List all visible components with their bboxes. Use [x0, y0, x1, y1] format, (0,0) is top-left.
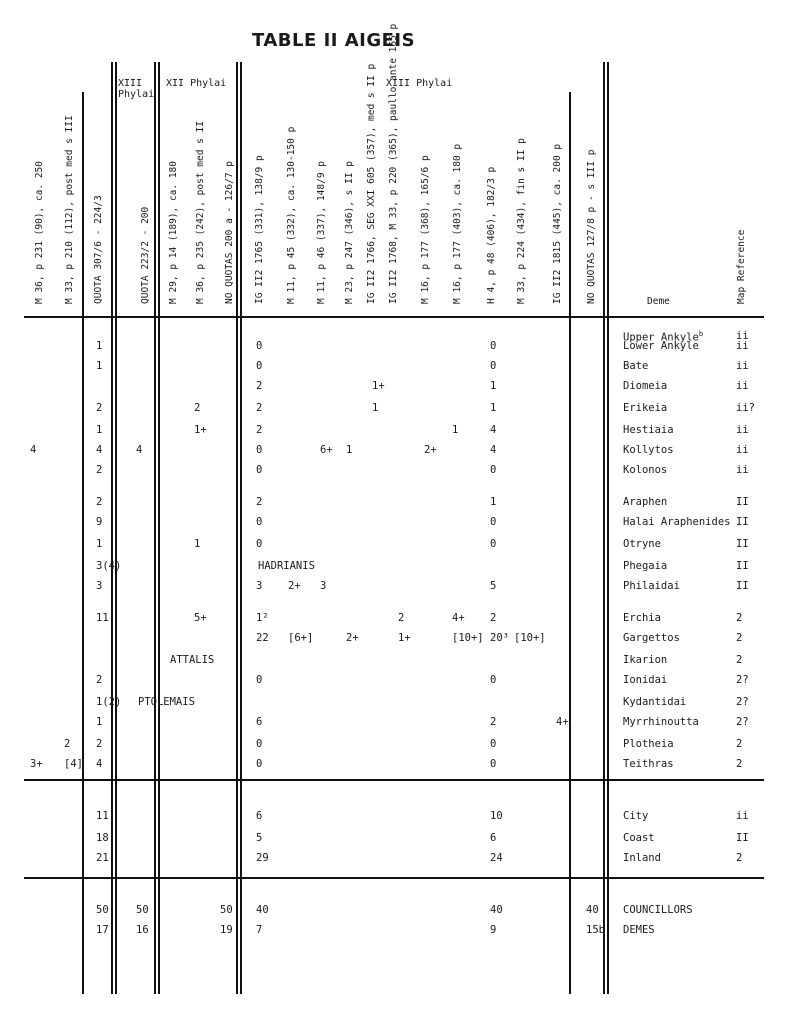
map-reference: ii: [736, 380, 749, 392]
map-reference: 2: [736, 612, 743, 624]
deme-name: Kydantidai: [623, 696, 687, 708]
map-reference: ii: [736, 360, 749, 372]
table-cell: 4: [490, 424, 497, 436]
table-cell: 5+: [194, 612, 207, 624]
table-cell: 2: [256, 424, 263, 436]
table-cell: [6+]: [288, 632, 314, 644]
table-cell: 2: [398, 612, 405, 624]
column-header-12: IG II2 1766, SEG XXI 605 (357), med s II p: [366, 63, 377, 304]
table-cell: 10: [490, 810, 503, 822]
table-cell: 0: [256, 758, 263, 770]
rule-v2: [111, 62, 113, 994]
rule-v3: [154, 62, 156, 994]
table-cell: 1: [490, 402, 497, 414]
rule-h2: [24, 779, 764, 781]
column-header-3: QUOTA 307/6 - 224/3: [93, 195, 104, 304]
label-ptolemais: PTOLEMAIS: [138, 696, 195, 708]
table-cell: 1: [490, 496, 497, 508]
table-cell: 21: [96, 852, 109, 864]
table-cell: 18: [96, 832, 109, 844]
map-reference: 2: [736, 738, 743, 750]
deme-name: Philaidai: [623, 580, 680, 592]
table-cell: 0: [256, 360, 263, 372]
map-reference: II: [736, 580, 749, 592]
map-reference: 2: [736, 654, 743, 666]
deme-name: Araphen: [623, 496, 668, 508]
table-cell: 1: [96, 360, 103, 372]
deme-name: City: [623, 810, 649, 822]
column-header-4: QUOTA 223/2 - 200: [140, 206, 151, 304]
table-cell-left: 2: [64, 738, 71, 750]
table-cell: 3: [256, 580, 263, 592]
table-cell: 4: [96, 758, 103, 770]
deme-name: Teithras: [623, 758, 674, 770]
map-reference: 2: [736, 632, 743, 644]
deme-footnote: b: [698, 330, 704, 338]
column-header-11: M 23, p 247 (346), s II p: [344, 161, 355, 304]
table-cell: 0: [256, 444, 263, 456]
table-cell-left: 4: [30, 444, 37, 456]
table-cell: 1+: [194, 424, 207, 436]
column-header-16: H 4, p 48 (406), 182/3 p: [486, 166, 497, 304]
rule-v6: [603, 62, 605, 994]
table-cell: 9: [96, 516, 103, 528]
table-cell: 6+: [320, 444, 333, 456]
table-cell: 6: [256, 810, 263, 822]
rule-v6b: [607, 62, 609, 994]
table-cell: 1(2): [96, 696, 122, 708]
deme-name: Phegaia: [623, 560, 668, 572]
rule-v5: [569, 92, 571, 994]
table-cell: 5: [490, 580, 497, 592]
table-cell: 16: [136, 924, 149, 936]
table-cell: 0: [256, 674, 263, 686]
table-cell: 5: [256, 832, 263, 844]
column-header-7: NO QUOTAS 200 a - 126/7 p: [224, 161, 235, 304]
table-cell: 0: [256, 538, 263, 550]
rule-v3b: [158, 62, 160, 994]
table-cell: 2: [256, 496, 263, 508]
table-cell: 4: [490, 444, 497, 456]
rule-v1: [82, 92, 84, 994]
deme-name: COUNCILLORS: [623, 904, 693, 916]
table-cell: 2+: [346, 632, 359, 644]
deme-name: Kollytos: [623, 444, 674, 456]
table-cell: 11: [96, 810, 109, 822]
table-cell: 1: [490, 380, 497, 392]
table-cell: 24: [490, 852, 503, 864]
table-cell: 1: [96, 716, 103, 728]
deme-name: Diomeia: [623, 380, 668, 392]
table-cell: 2+: [288, 580, 301, 592]
column-header-18: IG II2 1815 (445), ca. 200 p: [552, 143, 563, 304]
table-cell: 4: [96, 444, 103, 456]
map-reference: ii: [736, 340, 749, 352]
table-cell: [10+]: [514, 632, 546, 644]
table-cell: 4+: [556, 716, 569, 728]
table-cell: 0: [256, 516, 263, 528]
table-cell: 1: [96, 538, 103, 550]
deme-name: Lower Ankyle: [623, 340, 699, 352]
table-cell: 0: [490, 738, 497, 750]
map-reference: II: [736, 538, 749, 550]
table-cell: 15b: [586, 924, 605, 936]
deme-name: Erchia: [623, 612, 661, 624]
group-xiii-a: XIII Phylai: [118, 78, 155, 100]
rule-v4: [236, 62, 238, 994]
column-header-1: M 36, p 231 (90), ca. 250: [34, 161, 45, 304]
column-header-2: M 33, p 210 (112), post med s III: [64, 115, 75, 304]
deme-name: Bate: [623, 360, 649, 372]
table-cell: 2: [96, 738, 103, 750]
deme-header: Deme: [647, 296, 670, 307]
table-cell: 2: [96, 674, 103, 686]
table-cell: 1: [372, 402, 379, 414]
table-cell: 0: [256, 738, 263, 750]
deme-name: Erikeia: [623, 402, 668, 414]
table-cell: 3: [320, 580, 327, 592]
map-reference-header: Map Reference: [736, 229, 747, 304]
deme-name: Upper Ankyle$^b$: [623, 330, 704, 344]
table-cell: 29: [256, 852, 269, 864]
table-cell: 2: [194, 402, 201, 414]
table-cell-left: 3+: [30, 758, 43, 770]
rule-h3: [24, 877, 764, 879]
column-header-10: M 11, p 46 (337), 148/9 p: [316, 161, 327, 304]
table-cell: 9: [490, 924, 497, 936]
table-cell: 1: [194, 538, 201, 550]
map-reference: ii: [736, 444, 749, 456]
deme-name: Coast: [623, 832, 655, 844]
map-reference: II: [736, 496, 749, 508]
rule-v2b: [115, 62, 117, 994]
column-header-9: M 11, p 45 (332), ca. 130-150 p: [286, 126, 297, 304]
column-header-5: M 29, p 14 (189), ca. 180: [168, 161, 179, 304]
group-xii: XII Phylai: [166, 78, 227, 89]
map-reference: 2?: [736, 674, 749, 686]
map-reference: ii: [736, 424, 749, 436]
group-xiii-b: XIII Phylai: [386, 78, 453, 89]
table-cell: 2+: [424, 444, 437, 456]
deme-name: Otryne: [623, 538, 661, 550]
table-cell: 2: [256, 380, 263, 392]
column-header-8: IG II2 1765 (331), 138/9 p: [254, 155, 265, 304]
table-cell: 3: [96, 580, 103, 592]
table-cell: 4: [136, 444, 143, 456]
map-reference: ii: [736, 330, 749, 342]
table-cell: 0: [490, 758, 497, 770]
map-reference: 2?: [736, 696, 749, 708]
table-cell: 6: [490, 832, 497, 844]
table-cell: 17: [96, 924, 109, 936]
table-cell: 4+: [452, 612, 465, 624]
table-cell: 0: [490, 340, 497, 352]
table-cell: 0: [256, 464, 263, 476]
map-reference: ii: [736, 810, 749, 822]
deme-name: Plotheia: [623, 738, 674, 750]
table-cell: 20³: [490, 632, 509, 644]
deme-name: Inland: [623, 852, 661, 864]
deme-name: Kolonos: [623, 464, 668, 476]
table-cell: 0: [490, 516, 497, 528]
table-cell: [10+]: [452, 632, 484, 644]
table-cell: 6: [256, 716, 263, 728]
table-cell: 0: [256, 340, 263, 352]
rule-v4b: [240, 62, 242, 994]
deme-name: Ikarion: [623, 654, 668, 666]
table-cell: 3(4): [96, 560, 122, 572]
table-cell: 2: [96, 464, 103, 476]
column-header-19: NO QUOTAS 127/8 p - s III p: [586, 149, 597, 304]
deme-name: Halai Araphenides: [623, 516, 731, 528]
map-reference: ii: [736, 464, 749, 476]
column-header-13: IG II2 1768, M 33, p 220 (365), paullo ante 165 p: [388, 23, 399, 304]
table-cell: 1: [346, 444, 353, 456]
column-header-14: M 16, p 177 (368), 165/6 p: [420, 155, 431, 304]
table-cell: 1+: [372, 380, 385, 392]
table-cell: 1+: [398, 632, 411, 644]
table-cell: 1: [96, 424, 103, 436]
map-reference: II: [736, 832, 749, 844]
deme-name: Myrrhinoutta: [623, 716, 699, 728]
table-cell: 7: [256, 924, 263, 936]
deme-name: Hestiaia: [623, 424, 674, 436]
deme-name: Gargettos: [623, 632, 680, 644]
column-header-15: M 16, p 177 (403), ca. 180 p: [452, 143, 463, 304]
map-reference: II: [736, 516, 749, 528]
column-header-17: M 33, p 224 (434), fin s II p: [516, 138, 527, 304]
table-cell: 1²: [256, 612, 269, 624]
table-cell: 2: [490, 612, 497, 624]
table-cell: 11: [96, 612, 109, 624]
column-header-6: M 36, p 235 (242), post med s II: [195, 120, 206, 304]
table-cell: 19: [220, 924, 233, 936]
table-cell: 1: [452, 424, 459, 436]
table-cell: 50: [96, 904, 109, 916]
map-reference: 2?: [736, 716, 749, 728]
table-cell: 2: [96, 496, 103, 508]
label-hadrianis: HADRIANIS: [258, 560, 315, 572]
table-cell: 50: [136, 904, 149, 916]
page-title: TABLE II AIGEIS: [252, 30, 416, 51]
table-cell: 22: [256, 632, 269, 644]
map-reference: II: [736, 560, 749, 572]
table-cell-left: [4]: [64, 758, 83, 770]
table-cell: 40: [490, 904, 503, 916]
map-reference: ii?: [736, 402, 755, 414]
deme-name: Ionidai: [623, 674, 668, 686]
table-cell: 1: [96, 340, 103, 352]
table-cell: 50: [220, 904, 233, 916]
table-cell: 40: [586, 904, 599, 916]
map-reference: 2: [736, 758, 743, 770]
table-cell: 2: [96, 402, 103, 414]
table-cell: 2: [256, 402, 263, 414]
table-cell: 2: [490, 716, 497, 728]
table-cell: 0: [490, 360, 497, 372]
map-reference: 2: [736, 852, 743, 864]
table-cell: 0: [490, 674, 497, 686]
deme-name: DEMES: [623, 924, 655, 936]
table-cell: 0: [490, 538, 497, 550]
table-cell: 0: [490, 464, 497, 476]
table-cell: 40: [256, 904, 269, 916]
label-attalis: ATTALIS: [170, 654, 215, 666]
rule-h1: [24, 316, 764, 318]
